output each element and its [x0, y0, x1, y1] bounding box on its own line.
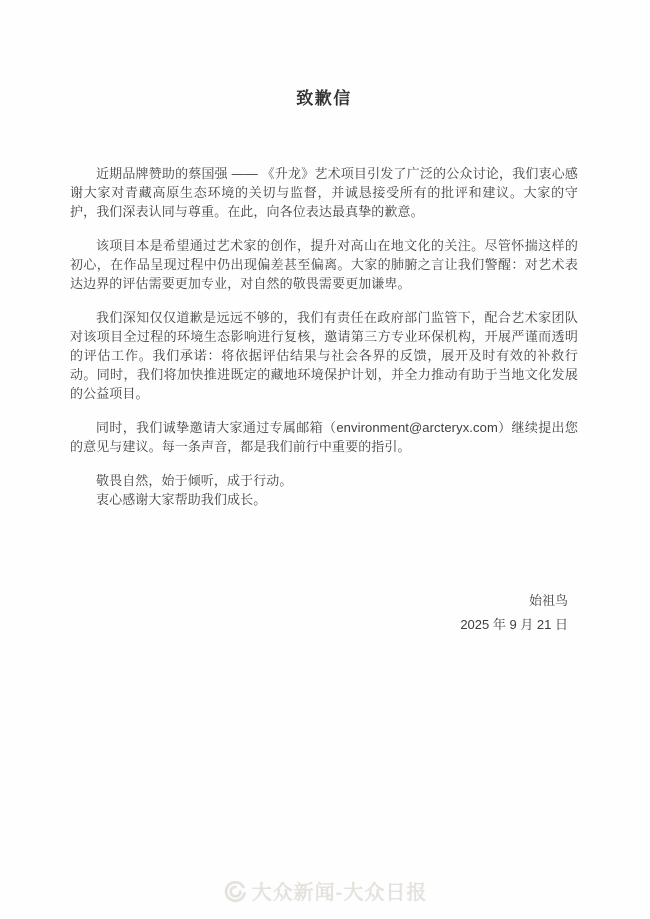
signature-date: 2025 年 9 月 21 日: [460, 617, 568, 632]
closing-line-2: 衷心感谢大家帮助我们成长。: [96, 492, 267, 507]
watermark-text: 大众新闻-大众日报: [251, 882, 428, 904]
letter-paragraph-1: 近期品牌赞助的蔡国强 —— 《升龙》艺术项目引发了广泛的公众讨论，我们衷心感谢大家对青藏高原生态环境的关切与监督，并诚恳接受所有的批评和建议。大家的守护，我们深表认同与尊重。在此，向各位表达最真挚的歉意。: [70, 166, 578, 219]
letter-paragraph-3: 我们深知仅仅道歉是远远不够的，我们有责任在政府部门监管下，配合艺术家团队对该项目全过程的环境生态影响进行复核，邀请第三方专业环保机构，开展严谨而透明的评估工作。我们承诺：将依据评估结果与社会各界的反馈，展开及时有效的补救行动。同时，我们将加快推进既定的藏地环境保护计划，并全力推动有助于当地文化发展的公益项目。: [70, 310, 578, 401]
signature-name: 始祖鸟: [528, 593, 568, 608]
letter-paragraph-2: 该项目本是希望通过艺术家的创作，提升对高山在地文化的关注。尽管怀揣这样的初心，在作品呈现过程中仍出现偏差甚至偏离。大家的肺腑之言让我们警醒：对艺术表达边界的评估需要更加专业，对自然的敬畏需要更加谦卑。: [70, 238, 578, 291]
letter-body: [70, 88, 578, 637]
closing-line-1: 敬畏自然，始于倾听，成于行动。: [96, 473, 293, 488]
letter-paragraph-4: 同时，我们诚挚邀请大家通过专属邮箱（environment@arcteryx.com）继续提出您的意见与建议。每一条声音，都是我们前行中重要的指引。: [70, 420, 578, 454]
watermark: [0, 876, 650, 905]
dazhong-news-logo-icon: [223, 879, 247, 903]
signature-block: [70, 589, 578, 637]
letter-title: 致歉信: [296, 89, 352, 108]
